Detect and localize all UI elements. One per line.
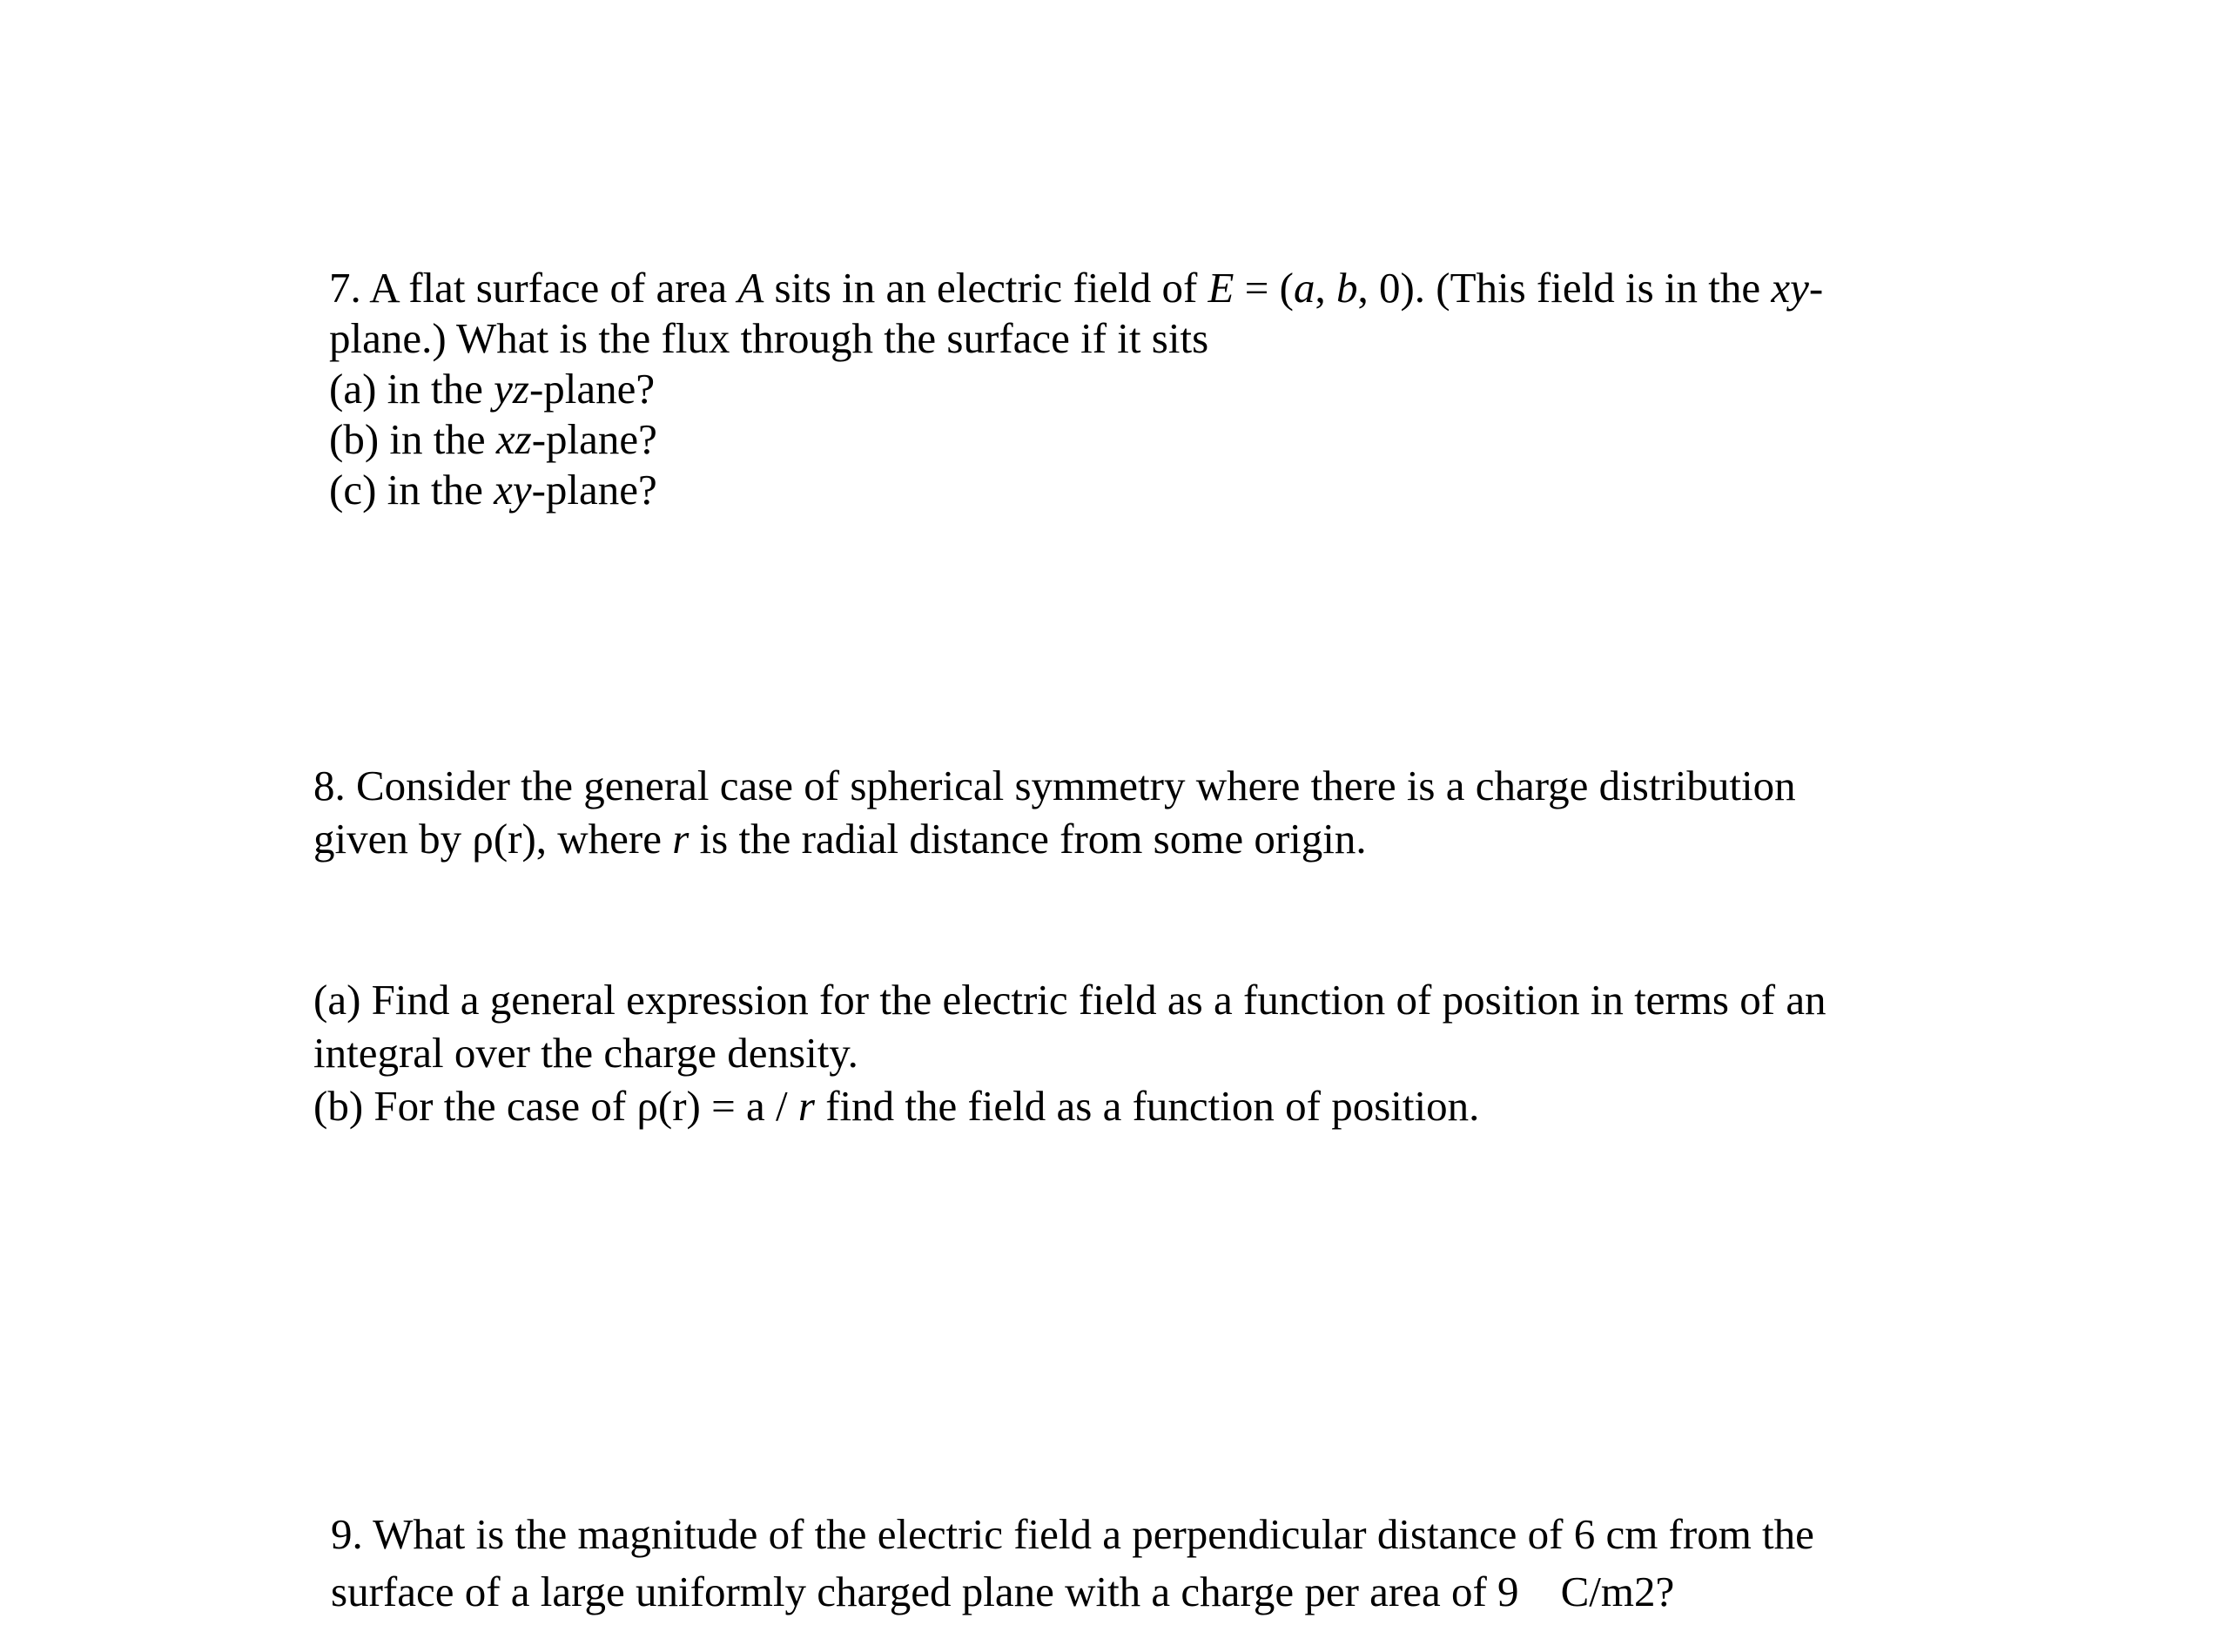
question-8-line-2: given by ρ(r), where r is the radial distance from some origin.: [313, 815, 1367, 863]
question-8-parts: [313, 973, 1826, 1132]
question-7: [329, 263, 1823, 515]
question-9-line-2: surface of a large uniformly charged plane with a charge per area of 9 C/m2?: [331, 1568, 1675, 1615]
question-7-part-b: (b) in the xz-plane?: [329, 415, 657, 463]
question-9-line-1: 9. What is the magnitude of the electric field a perpendicular distance of 6 cm from the: [331, 1510, 1814, 1558]
question-9: [331, 1506, 1814, 1621]
question-7-line-2: plane.) What is the flux through the surface if it sits: [329, 314, 1209, 362]
question-8-line-1: 8. Consider the general case of spherical symmetry where there is a charge distribution: [313, 762, 1796, 809]
question-8: [313, 759, 1796, 865]
question-8-part-b: (b) For the case of ρ(r) = a / r find the field as a function of position.: [313, 1082, 1480, 1130]
question-8-part-a-line-2: integral over the charge density.: [313, 1029, 858, 1077]
question-7-line-1: 7. A flat surface of area A sits in an electric field of E = (a, b, 0). (This field is in the xy-: [329, 264, 1824, 312]
question-7-part-c: (c) in the xy-plane?: [329, 466, 657, 514]
question-7-part-a: (a) in the yz-plane?: [329, 365, 656, 413]
question-8-part-a-line-1: (a) Find a general expression for the electric field as a function of position in terms of an: [313, 976, 1826, 1024]
